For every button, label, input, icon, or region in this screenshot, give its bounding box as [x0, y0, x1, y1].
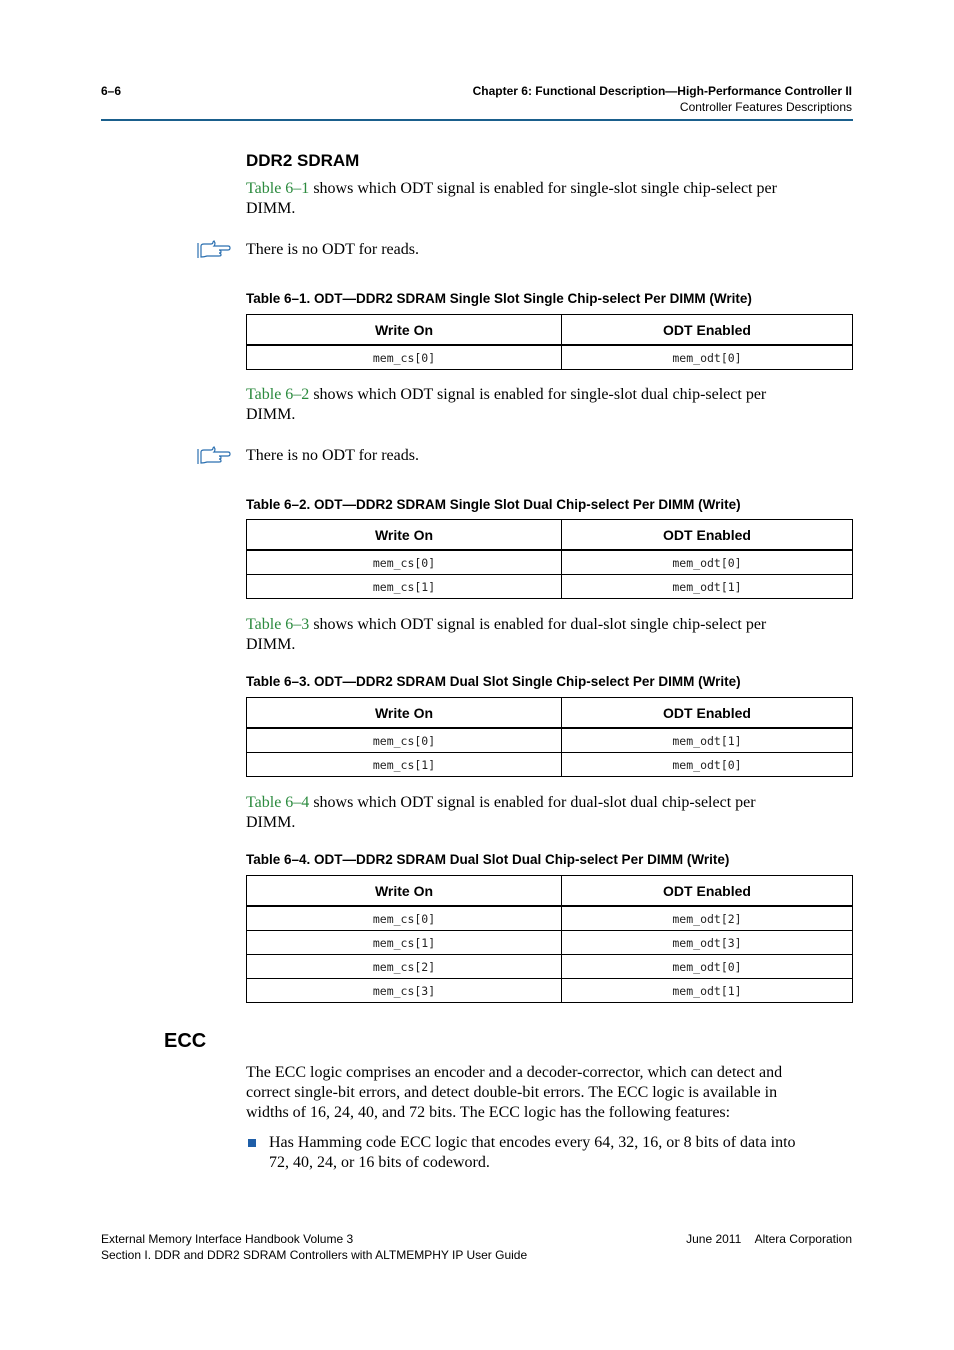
pointing-hand-icon	[197, 240, 231, 260]
note-text-2: There is no ODT for reads.	[246, 447, 419, 464]
table-row	[247, 931, 853, 955]
para4-text-2: DIMM.	[246, 814, 296, 831]
column-header: ODT Enabled	[562, 520, 853, 551]
paragraph-4	[246, 793, 852, 833]
footer-company: Altera Corporation	[754, 1232, 852, 1246]
table-cell: mem_odt[0]	[562, 753, 853, 777]
para3-text-2: DIMM.	[246, 636, 296, 653]
table-6-2	[246, 519, 853, 599]
table-row	[247, 550, 853, 575]
table-cell: mem_cs[0]	[247, 906, 562, 931]
ecc-heading: ECC	[164, 1030, 207, 1052]
table-cell: mem_odt[3]	[562, 931, 853, 955]
table-row	[247, 906, 853, 931]
footer-handbook-title: External Memory Interface Handbook Volume 3	[101, 1232, 354, 1246]
ecc-line: correct single-bit errors, and detect double-bit errors. The ECC logic is available in	[246, 1084, 778, 1101]
table-cell: mem_odt[0]	[562, 955, 853, 979]
table-cell: mem_cs[0]	[247, 550, 562, 575]
pointing-hand-icon	[197, 446, 231, 466]
ecc-line: The ECC logic comprises an encoder and a decoder-corrector, which can detect and	[246, 1064, 783, 1081]
table-row	[247, 753, 853, 777]
table-cell: mem_cs[2]	[247, 955, 562, 979]
table-cell: mem_odt[0]	[562, 345, 853, 370]
note-text-1: There is no ODT for reads.	[246, 241, 419, 258]
column-header: Write On	[247, 698, 562, 729]
table-6-2-link[interactable]: Table 6–2	[246, 386, 310, 403]
column-header: Write On	[247, 876, 562, 907]
paragraph-2	[246, 385, 852, 425]
para3-text: shows which ODT signal is enabled for dual-slot single chip-select per	[309, 616, 767, 633]
para2-text-2: DIMM.	[246, 406, 296, 423]
intro-text-2: DIMM.	[246, 200, 296, 217]
table-6-4-caption: Table 6–4. ODT—DDR2 SDRAM Dual Slot Dual Chip-select Per DIMM (Write)	[246, 852, 730, 867]
intro-text: shows which ODT signal is enabled for single-slot single chip-select per	[309, 180, 777, 197]
table-cell: mem_cs[3]	[247, 979, 562, 1003]
footer-section-title: Section I. DDR and DDR2 SDRAM Controllers with ALTMEMPHY IP User Guide	[101, 1248, 528, 1262]
table-row	[247, 979, 853, 1003]
table-6-4-link[interactable]: Table 6–4	[246, 794, 310, 811]
ddr2-heading: DDR2 SDRAM	[246, 151, 360, 170]
table-row	[247, 955, 853, 979]
table-cell: mem_cs[0]	[247, 345, 562, 370]
table-6-3	[246, 697, 853, 777]
table-6-3-link[interactable]: Table 6–3	[246, 616, 310, 633]
table-6-1-caption: Table 6–1. ODT—DDR2 SDRAM Single Slot Single Chip-select Per DIMM (Write)	[246, 291, 752, 306]
bullet-line: Has Hamming code ECC logic that encodes every 64, 32, 16, or 8 bits of data into	[269, 1134, 796, 1151]
table-6-1-link[interactable]: Table 6–1	[246, 180, 310, 197]
table-6-1	[246, 314, 853, 370]
table-6-4	[246, 875, 853, 1003]
bullet-line: 72, 40, 24, or 16 bits of codeword.	[269, 1154, 490, 1171]
column-header: ODT Enabled	[562, 698, 853, 729]
table-cell: mem_cs[1]	[247, 575, 562, 599]
table-cell: mem_cs[1]	[247, 753, 562, 777]
column-header: ODT Enabled	[562, 315, 853, 346]
chapter-title: Chapter 6: Functional Description—High-Performance Controller II	[472, 84, 852, 98]
ecc-paragraph	[246, 1063, 852, 1123]
column-header: Write On	[247, 520, 562, 551]
column-header: Write On	[247, 315, 562, 346]
table-cell: mem_cs[0]	[247, 728, 562, 753]
intro-paragraph	[246, 179, 852, 219]
table-cell: mem_odt[1]	[562, 728, 853, 753]
bullet-item	[269, 1133, 852, 1173]
table-row	[247, 728, 853, 753]
table-row	[247, 575, 853, 599]
table-cell: mem_odt[1]	[562, 575, 853, 599]
ecc-line: widths of 16, 24, 40, and 72 bits. The ECC logic has the following features:	[246, 1104, 731, 1121]
table-6-2-caption: Table 6–2. ODT—DDR2 SDRAM Single Slot Dual Chip-select Per DIMM (Write)	[246, 497, 741, 512]
paragraph-3	[246, 615, 852, 655]
table-cell: mem_odt[0]	[562, 550, 853, 575]
table-cell: mem_odt[1]	[562, 979, 853, 1003]
header-rule	[101, 119, 853, 121]
table-cell: mem_odt[2]	[562, 906, 853, 931]
square-bullet-icon	[248, 1139, 256, 1147]
column-header: ODT Enabled	[562, 876, 853, 907]
table-6-3-caption: Table 6–3. ODT—DDR2 SDRAM Dual Slot Single Chip-select Per DIMM (Write)	[246, 674, 741, 689]
table-cell: mem_cs[1]	[247, 931, 562, 955]
para4-text: shows which ODT signal is enabled for dual-slot dual chip-select per	[309, 794, 756, 811]
footer-date-company	[686, 1232, 852, 1246]
para2-text: shows which ODT signal is enabled for single-slot dual chip-select per	[309, 386, 767, 403]
table-row	[247, 345, 853, 370]
footer-date: June 2011	[686, 1232, 742, 1246]
section-title: Controller Features Descriptions	[679, 100, 852, 114]
page-number: 6–6	[101, 84, 122, 98]
